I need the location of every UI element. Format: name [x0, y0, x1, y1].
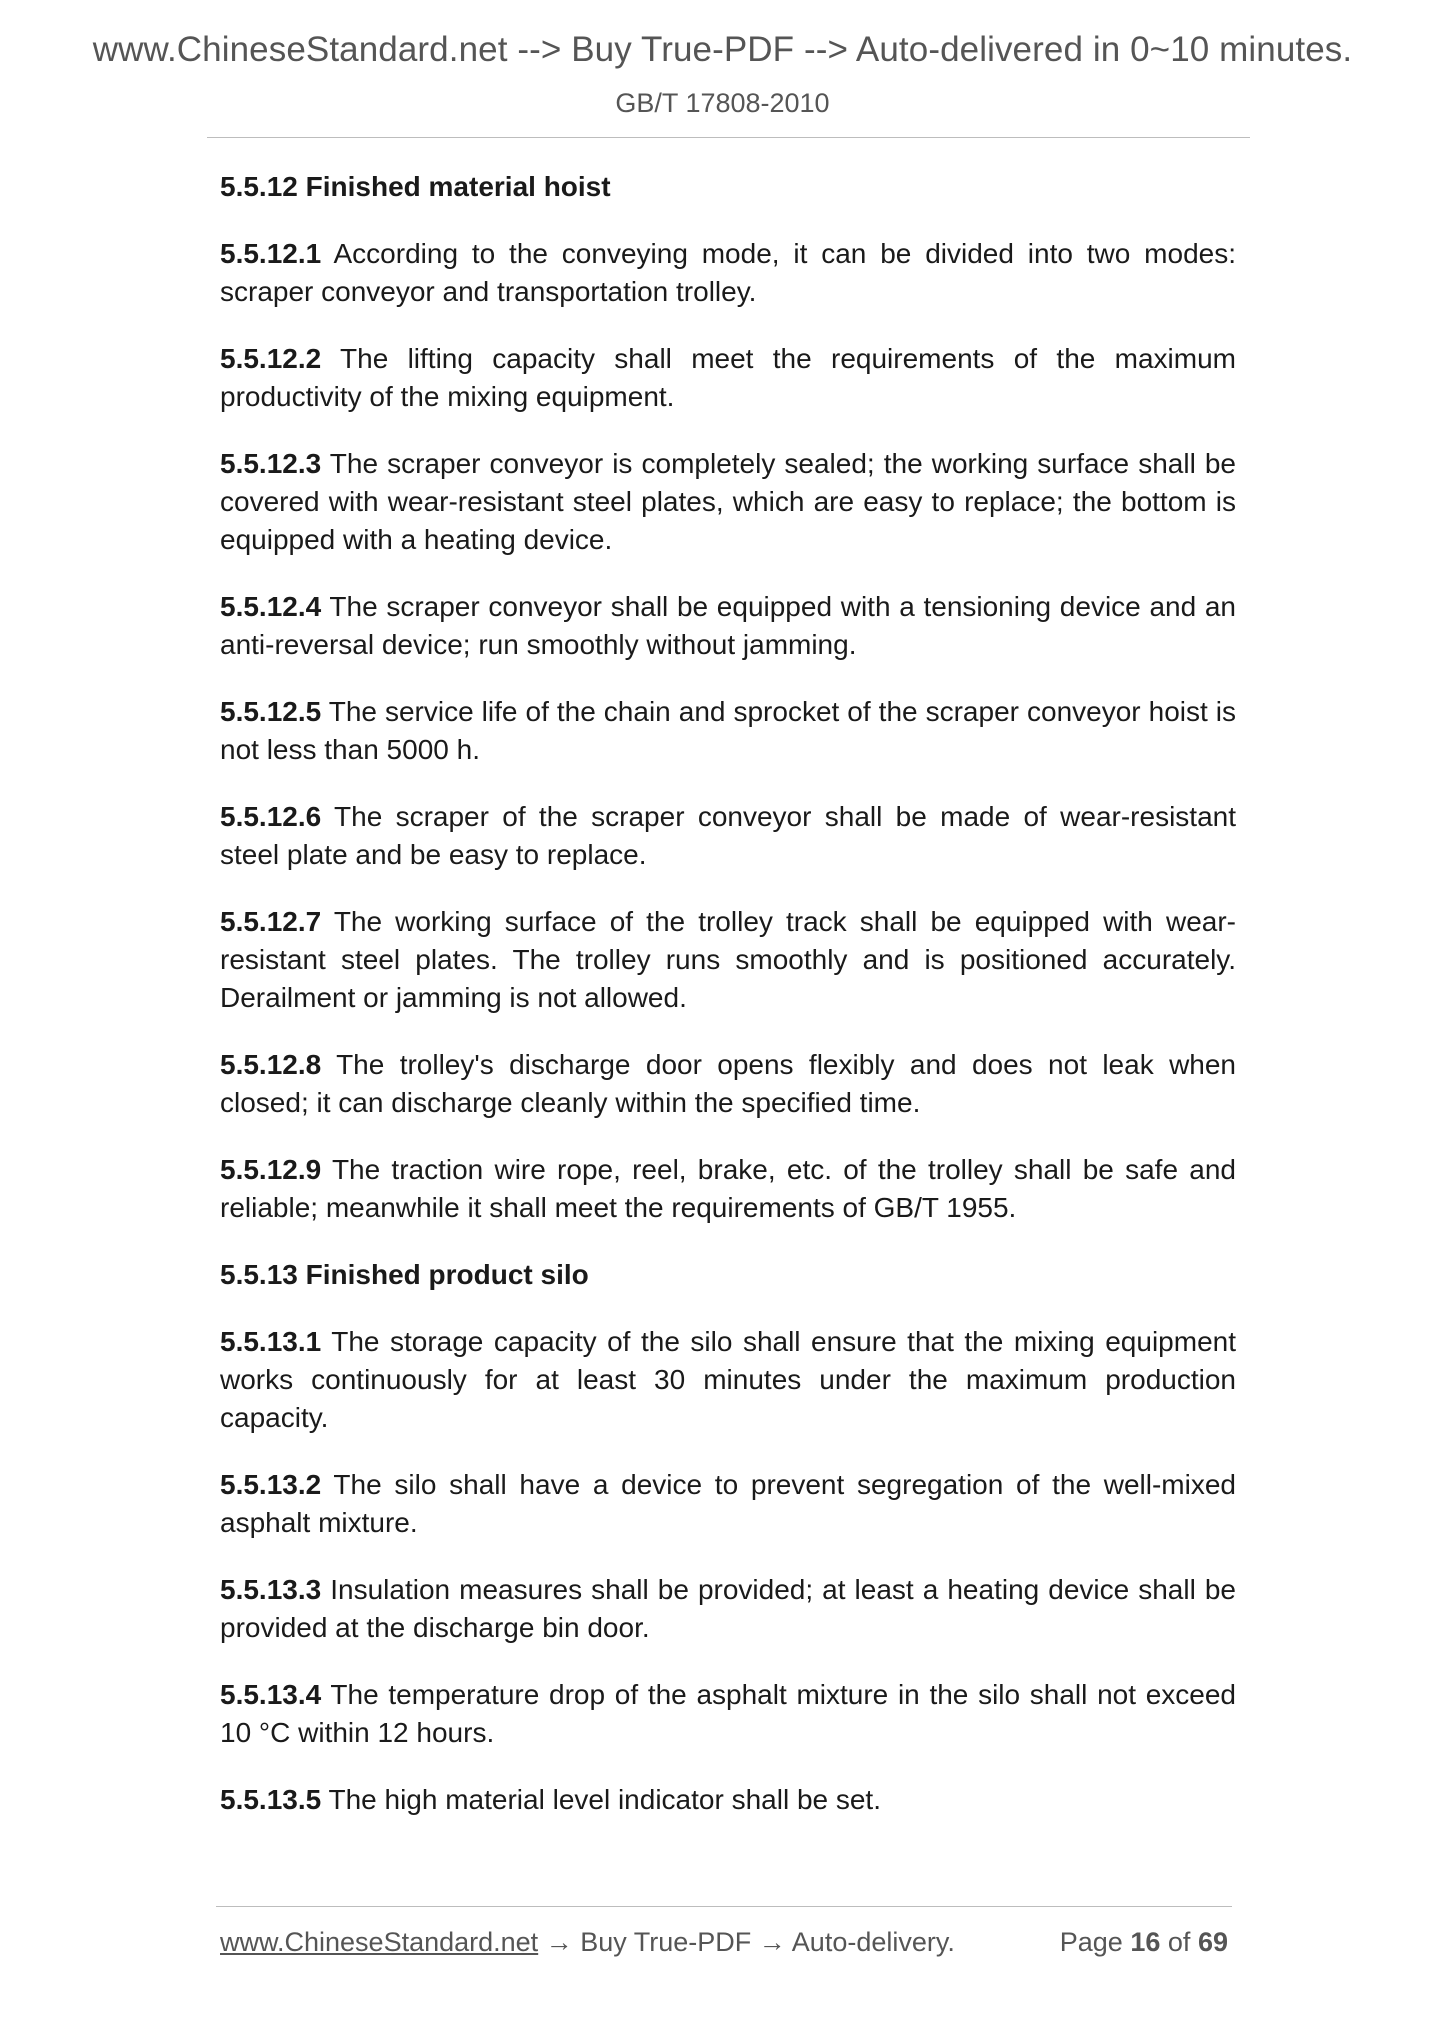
footer-divider [216, 1906, 1232, 1907]
clause [220, 1151, 1236, 1227]
footer-site-link[interactable]: www.ChineseStandard.net [220, 1927, 539, 1957]
clause-number: 5.5.13.4 [220, 1679, 322, 1710]
clause-number: 5.5.12.9 [220, 1154, 322, 1185]
clause-text: The scraper conveyor is completely sealed; the working surface shall be covered with wear-resistant steel plates, which are easy to replace; the bottom is equipped with a heating device. [220, 448, 1236, 555]
section-finished-product-silo [220, 1256, 1236, 1819]
clause-text: The traction wire rope, reel, brake, etc. of the trolley shall be safe and reliable; meanwhile it shall meet the requirements of GB/T 1955. [220, 1154, 1236, 1223]
footer-buy-text: Buy True-PDF [580, 1927, 752, 1957]
clause [220, 903, 1236, 1017]
clause-number: 5.5.13.1 [220, 1326, 322, 1357]
footer-delivery-text: Auto-delivery. [791, 1927, 955, 1957]
clause-text: The scraper of the scraper conveyor shall be made of wear-resistant steel plate and be easy to replace. [220, 801, 1236, 870]
clause [220, 445, 1236, 559]
clause-number: 5.5.12.1 [220, 238, 322, 269]
clause-text: The high material level indicator shall be set. [328, 1784, 881, 1815]
clause [220, 1571, 1236, 1647]
clause [220, 1676, 1236, 1752]
clause-text: The silo shall have a device to prevent segregation of the well-mixed asphalt mixture. [220, 1469, 1236, 1538]
clause [220, 693, 1236, 769]
header-divider [207, 137, 1250, 138]
clause-text: The scraper conveyor shall be equipped with a tensioning device and an anti-reversal device; run smoothly without jamming. [220, 591, 1236, 660]
document-code: GB/T 17808-2010 [615, 88, 830, 118]
arrow-right-icon: → [545, 1927, 573, 1957]
clause [220, 798, 1236, 874]
footer-links [220, 1927, 955, 1958]
clause-number: 5.5.13.2 [220, 1469, 322, 1500]
page-label: Page [1059, 1927, 1123, 1957]
clause-number: 5.5.12.5 [220, 696, 322, 727]
clause-number: 5.5.12.4 [220, 591, 322, 622]
arrow-right-icon: → [758, 1927, 786, 1957]
clause-text: The trolley's discharge door opens flexibly and does not leak when closed; it can discharge cleanly within the specified time. [220, 1049, 1237, 1118]
clause [220, 1323, 1236, 1437]
clause-number: 5.5.13.3 [220, 1574, 322, 1605]
clause [220, 235, 1236, 311]
clause [220, 1781, 1236, 1819]
clause-text: According to the conveying mode, it can be divided into two modes: scraper conveyor and transportation trolley. [220, 238, 1236, 307]
page-of-label: of [1167, 1927, 1191, 1957]
section-heading: 5.5.13 Finished product silo [220, 1259, 589, 1290]
clause-number: 5.5.13.5 [220, 1784, 322, 1815]
total-pages: 69 [1197, 1927, 1228, 1957]
section-finished-material-hoist [220, 168, 1236, 1227]
clause [220, 1046, 1236, 1122]
clause-text: The working surface of the trolley track shall be equipped with wear-resistant steel plates. The trolley runs smoothly and is positioned accurately. Derailment or jamming is not allowed. [220, 906, 1236, 1013]
section-heading: 5.5.12 Finished material hoist [220, 171, 611, 202]
clause-text: The service life of the chain and sprocket of the scraper conveyor hoist is not less than 5000 h. [220, 696, 1236, 765]
current-page: 16 [1130, 1927, 1161, 1957]
clause-number: 5.5.12.2 [220, 343, 322, 374]
page-number [1060, 1927, 1228, 1958]
clause-text: The temperature drop of the asphalt mixture in the silo shall not exceed 10 °C within 12 hours. [220, 1679, 1236, 1748]
clause-text: The lifting capacity shall meet the requirements of the maximum productivity of the mixing equipment. [220, 343, 1236, 412]
clause-number: 5.5.12.7 [220, 906, 322, 937]
clause [220, 340, 1236, 416]
top-banner: www.ChineseStandard.net --> Buy True-PDF --> Auto-delivered in 0~10 minutes. [92, 30, 1353, 69]
clause [220, 588, 1236, 664]
clause-number: 5.5.12.6 [220, 801, 322, 832]
clause-text: The storage capacity of the silo shall ensure that the mixing equipment works continuously for at least 30 minutes under the maximum production capacity. [220, 1326, 1236, 1433]
clause-text: Insulation measures shall be provided; at least a heating device shall be provided at the discharge bin door. [220, 1574, 1236, 1643]
clause-number: 5.5.12.8 [220, 1049, 322, 1080]
clause [220, 1466, 1236, 1542]
document-body [220, 168, 1236, 1848]
clause-number: 5.5.12.3 [220, 448, 322, 479]
